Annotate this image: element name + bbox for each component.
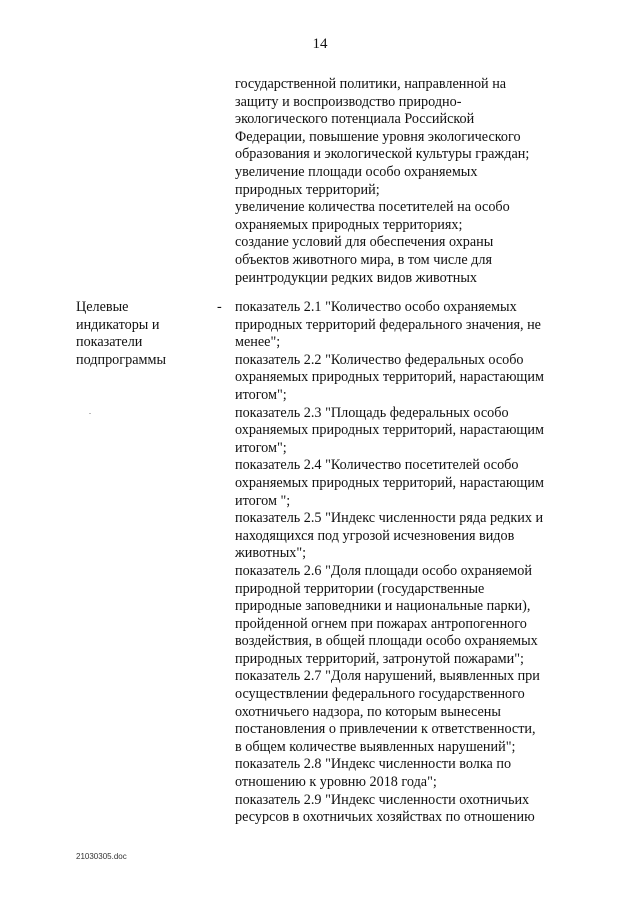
indicators-line: итогом"; — [235, 439, 287, 456]
indicators-line: охраняемых природных территорий, нарастающим — [235, 422, 544, 439]
indicators-line: природной территории (государственные — [235, 580, 485, 597]
section-label-line: Целевые — [76, 299, 129, 315]
indicators-line: показатель 2.2 "Количество федеральных особо — [235, 351, 524, 368]
indicators-line: природные заповедники и национальные парки), — [235, 598, 531, 615]
footer-filename: 21030305.doc — [76, 852, 127, 861]
label-dash: - — [217, 299, 222, 315]
top-block-line: экологического потенциала Российской — [235, 111, 475, 128]
indicators-line: ресурсов в охотничьих хозяйствах по отношению — [235, 809, 535, 826]
top-block-line: Федерации, повышение уровня экологического — [235, 128, 521, 145]
scan-speck — [89, 413, 91, 414]
indicators-line: показатель 2.1 "Количество особо охраняемых — [235, 299, 517, 315]
indicators-line: показатель 2.4 "Количество посетителей особо — [235, 457, 519, 474]
indicators-line: менее"; — [235, 334, 281, 351]
indicators-line: показатель 2.6 "Доля площади особо охраняемой — [235, 562, 532, 579]
indicators-list — [235, 299, 575, 827]
indicators-line: итогом"; — [235, 386, 287, 403]
top-block-line: увеличение площади особо охраняемых — [235, 163, 478, 180]
indicators-line: пройденной огнем при пожарах антропогенного — [235, 615, 527, 632]
top-block-line: образования и экологической культуры граждан; — [235, 146, 530, 163]
indicators-line: воздействия, в общей площади особо охраняемых — [235, 633, 538, 650]
indicators-line: находящихся под угрозой исчезновения видов — [235, 527, 515, 544]
indicators-line: постановления о привлечении к ответственности, — [235, 721, 536, 738]
section-label-line: подпрограммы — [76, 351, 166, 368]
indicators-line: в общем количестве выявленных нарушений"; — [235, 738, 516, 755]
indicators-line: итогом "; — [235, 492, 291, 509]
indicators-line: животных"; — [235, 545, 307, 562]
indicators-line: охраняемых природных территорий, нарастающим — [235, 474, 544, 491]
top-block-line: создание условий для обеспечения охраны — [235, 234, 494, 251]
indicators-line: показатель 2.3 "Площадь федеральных особо — [235, 404, 509, 421]
section-label-line: индикаторы и — [76, 316, 160, 333]
indicators-line: показатель 2.7 "Доля нарушений, выявленных при — [235, 668, 540, 685]
indicators-line: природных территорий, затронутой пожарами"; — [235, 650, 524, 667]
top-block-line: природных территорий; — [235, 181, 380, 198]
indicators-line: показатель 2.5 "Индекс численности ряда редких и — [235, 510, 544, 527]
indicators-line: отношению к уровню 2018 года"; — [235, 774, 437, 791]
indicators-line: показатель 2.9 "Индекс численности охотничьих — [235, 791, 530, 808]
indicators-line: природных территорий федерального значения, не — [235, 316, 541, 333]
top-block-line: защиту и воспроизводство природно- — [235, 93, 462, 110]
top-block-line: реинтродукции редких видов животных — [235, 269, 477, 286]
top-block-line: увеличение количества посетителей на особо — [235, 199, 510, 216]
indicators-line: осуществлении федерального государственного — [235, 686, 525, 703]
indicators-line: показатель 2.8 "Индекс численности волка по — [235, 756, 512, 773]
page-number: 14 — [312, 36, 328, 52]
top-block-line: государственной политики, направленной на — [235, 76, 507, 92]
goals-continuation-text — [235, 76, 575, 287]
top-block-line: охраняемых природных территориях; — [235, 216, 463, 233]
top-block-line: объектов животного мира, в том числе для — [235, 251, 492, 268]
section-label — [76, 299, 216, 369]
section-label-line: показатели — [76, 334, 143, 351]
indicators-line: охотничьего надзора, по которым вынесены — [235, 703, 501, 720]
indicators-line: охраняемых природных территорий, нарастающим — [235, 369, 544, 386]
